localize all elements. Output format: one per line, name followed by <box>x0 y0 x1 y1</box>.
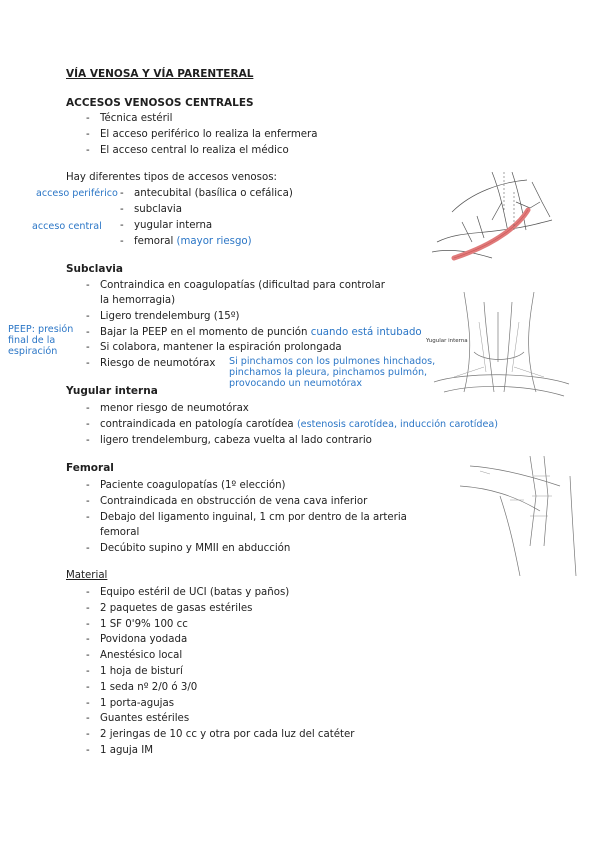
list-item: - Bajar la PEEP en el momento de punción cuando está intubado <box>86 327 422 338</box>
list-item: - Si colabora, mantener la espiración prolongada <box>86 342 342 353</box>
list-item: - 1 hoja de bisturí <box>86 666 183 677</box>
list-item: - El acceso central lo realiza el médico <box>86 145 289 156</box>
section-heading-material: Material <box>66 570 108 581</box>
list-item: - 1 SF 0'9% 100 cc <box>86 619 188 630</box>
list-item: - Povidona yodada <box>86 634 188 645</box>
note-neumotorax: Si pinchamos con los pulmones hinchados, pinchamos la pleura, pinchamos pulmón, provocando un neumotórax <box>229 356 436 390</box>
section-heading-subclavia: Subclavia <box>66 263 123 275</box>
list-item: - contraindicada en patología carotídea (estenosis carotídea, inducción carotídea) <box>86 419 498 430</box>
list-item: - Debajo del ligamento inguinal, 1 cm por dentro de la arteria <box>86 512 407 523</box>
list-item: - 1 aguja IM <box>86 745 153 756</box>
list-item: - El acceso periférico lo realiza la enfermera <box>86 129 318 140</box>
femoral-illustration <box>460 456 580 576</box>
list-item: - Contraindicada en obstrucción de vena cava inferior <box>86 496 368 507</box>
list-item: - antecubital (basílica o cefálica) <box>120 188 293 199</box>
list-item: - menor riesgo de neumotórax <box>86 403 249 414</box>
note-mayor-riesgo: (mayor riesgo) <box>176 236 252 247</box>
list-item: - Contraindica en coagulopatías (dificultad para controlar <box>86 280 385 291</box>
note-carotidea: (estenosis carotídea, inducción carotídea) <box>296 419 498 430</box>
note-peep: PEEP: presión final de la espiración <box>8 324 74 358</box>
list-item-continuation: femoral <box>100 527 140 538</box>
list-item: - 1 seda nº 2/0 ó 3/0 <box>86 682 198 693</box>
note-intubado: cuando está intubado <box>310 327 422 338</box>
list-item: - ligero trendelemburg, cabeza vuelta al lado contrario <box>86 435 372 446</box>
list-item: - Ligero trendelemburg (15º) <box>86 311 240 322</box>
list-item: - Equipo estéril de UCI (batas y paños) <box>86 587 290 598</box>
tipos-intro: Hay diferentes tipos de accesos venosos: <box>66 172 277 183</box>
list-item: - 1 porta-agujas <box>86 698 175 709</box>
figure-label-yugular: Yugular interna <box>426 338 468 344</box>
venous-access-illustration <box>432 172 558 270</box>
list-item: - Anestésico local <box>86 650 183 661</box>
list-item-continuation: la hemorragia) <box>100 295 176 306</box>
section-heading-femoral: Femoral <box>66 462 114 474</box>
list-item: - femoral (mayor riesgo) <box>120 236 252 247</box>
list-item: - Decúbito supino y MMII en abducción <box>86 543 291 554</box>
section-heading-accesos: ACCESOS VENOSOS CENTRALES <box>66 97 254 109</box>
list-item: - subclavia <box>120 204 183 215</box>
list-item: - Paciente coagulopatías (1º elección) <box>86 480 286 491</box>
list-item: - Riesgo de neumotórax <box>86 358 216 369</box>
jugular-illustration <box>424 292 574 404</box>
page-title: VÍA VENOSA Y VÍA PARENTERAL <box>66 68 254 80</box>
note-acceso-periferico: acceso periférico <box>36 188 118 199</box>
list-item: - Guantes estériles <box>86 713 190 724</box>
note-acceso-central: acceso central <box>32 221 102 232</box>
section-heading-yugular: Yugular interna <box>66 385 158 397</box>
list-item: - 2 jeringas de 10 cc y otra por cada luz del catéter <box>86 729 355 740</box>
list-item: - yugular interna <box>120 220 213 231</box>
list-item: - Técnica estéril <box>86 113 173 124</box>
list-item: - 2 paquetes de gasas estériles <box>86 603 253 614</box>
